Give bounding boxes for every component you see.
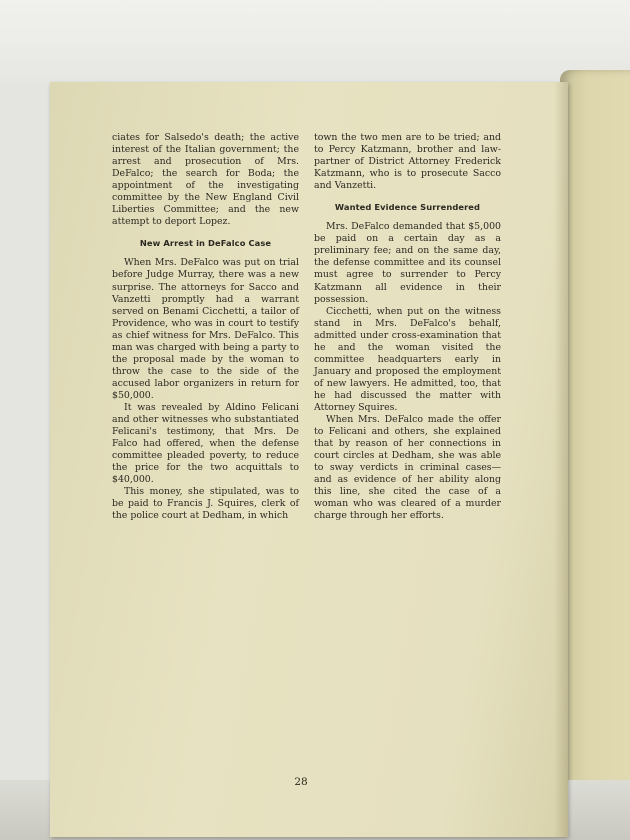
section-heading-new-arrest: New Arrest in DeFalco Case <box>139 238 272 249</box>
background-top <box>0 0 630 84</box>
document-page <box>50 82 568 837</box>
page-number: 28 <box>294 776 308 788</box>
right-paragraph-2: Mrs. DeFalco demanded that $5,000 be paid on a certain day as a preliminary fee; and on the same day, the defense committee and its counsel must agree to surrender to Percy Katzmann all evidence in their possession. <box>314 221 501 305</box>
left-paragraph-2: When Mrs. DeFalco was put on trial before Judge Murray, there was a new surprise. The attorneys for Sacco and Vanzetti promptly had a warrant served on Benami Cicchetti, a tailor of Providence, who was in court to testify as chief witness for Mrs. DeFalco. This man was charged with being a party to the proposal made by the woman to throw the case to the side of the accused labor organizers in return for $50,000. <box>112 257 299 401</box>
left-paragraph-1: ciates for Salsedo's death; the active interest of the Italian government; the arrest and prosecution of Mrs. DeFalco; the search for Boda; the appointment of the investigating committee by the New England Civil Liberties Committee; and the new attempt to deport Lopez. <box>112 132 299 228</box>
right-column <box>314 132 501 522</box>
right-paragraph-3: Cicchetti, when put on the witness stand in Mrs. DeFalco's behalf, admitted under cross-examination that he and the woman visited the committee headquarters early in January and proposed the employment of new lawyers. He admitted, too, that he had discussed the matter with Attorney Squires. <box>314 305 501 413</box>
right-paragraph-1: town the two men are to be tried; and to Percy Katzmann, brother and law-partner of District Attorney Frederick Katzmann, who is to prosecute Sacco and Vanzetti. <box>314 132 501 192</box>
section-heading-wanted-evidence: Wanted Evidence Surrendered <box>334 202 481 213</box>
right-paragraph-4: When Mrs. DeFalco made the offer to Felicani and others, she explained that by reason of her connections in court circles at Dedham, she was able to sway verdicts in criminal cases—and as evidence of her ability along this line, she cited the case of a woman who was cleared of a murder charge through her efforts. <box>314 414 501 522</box>
left-paragraph-3: It was revealed by Aldino Felicani and other witnesses who substantiated Felicani's testimony, that Mrs. De Falco had offered, when the defense committee pleaded poverty, to reduce the price for the two acquittals to $40,000. <box>112 401 299 486</box>
left-paragraph-4: This money, she stipulated, was to be paid to Francis J. Squires, clerk of the police court at Dedham, in which <box>112 486 299 522</box>
left-column <box>112 132 299 522</box>
underlying-page-edge <box>560 70 630 835</box>
